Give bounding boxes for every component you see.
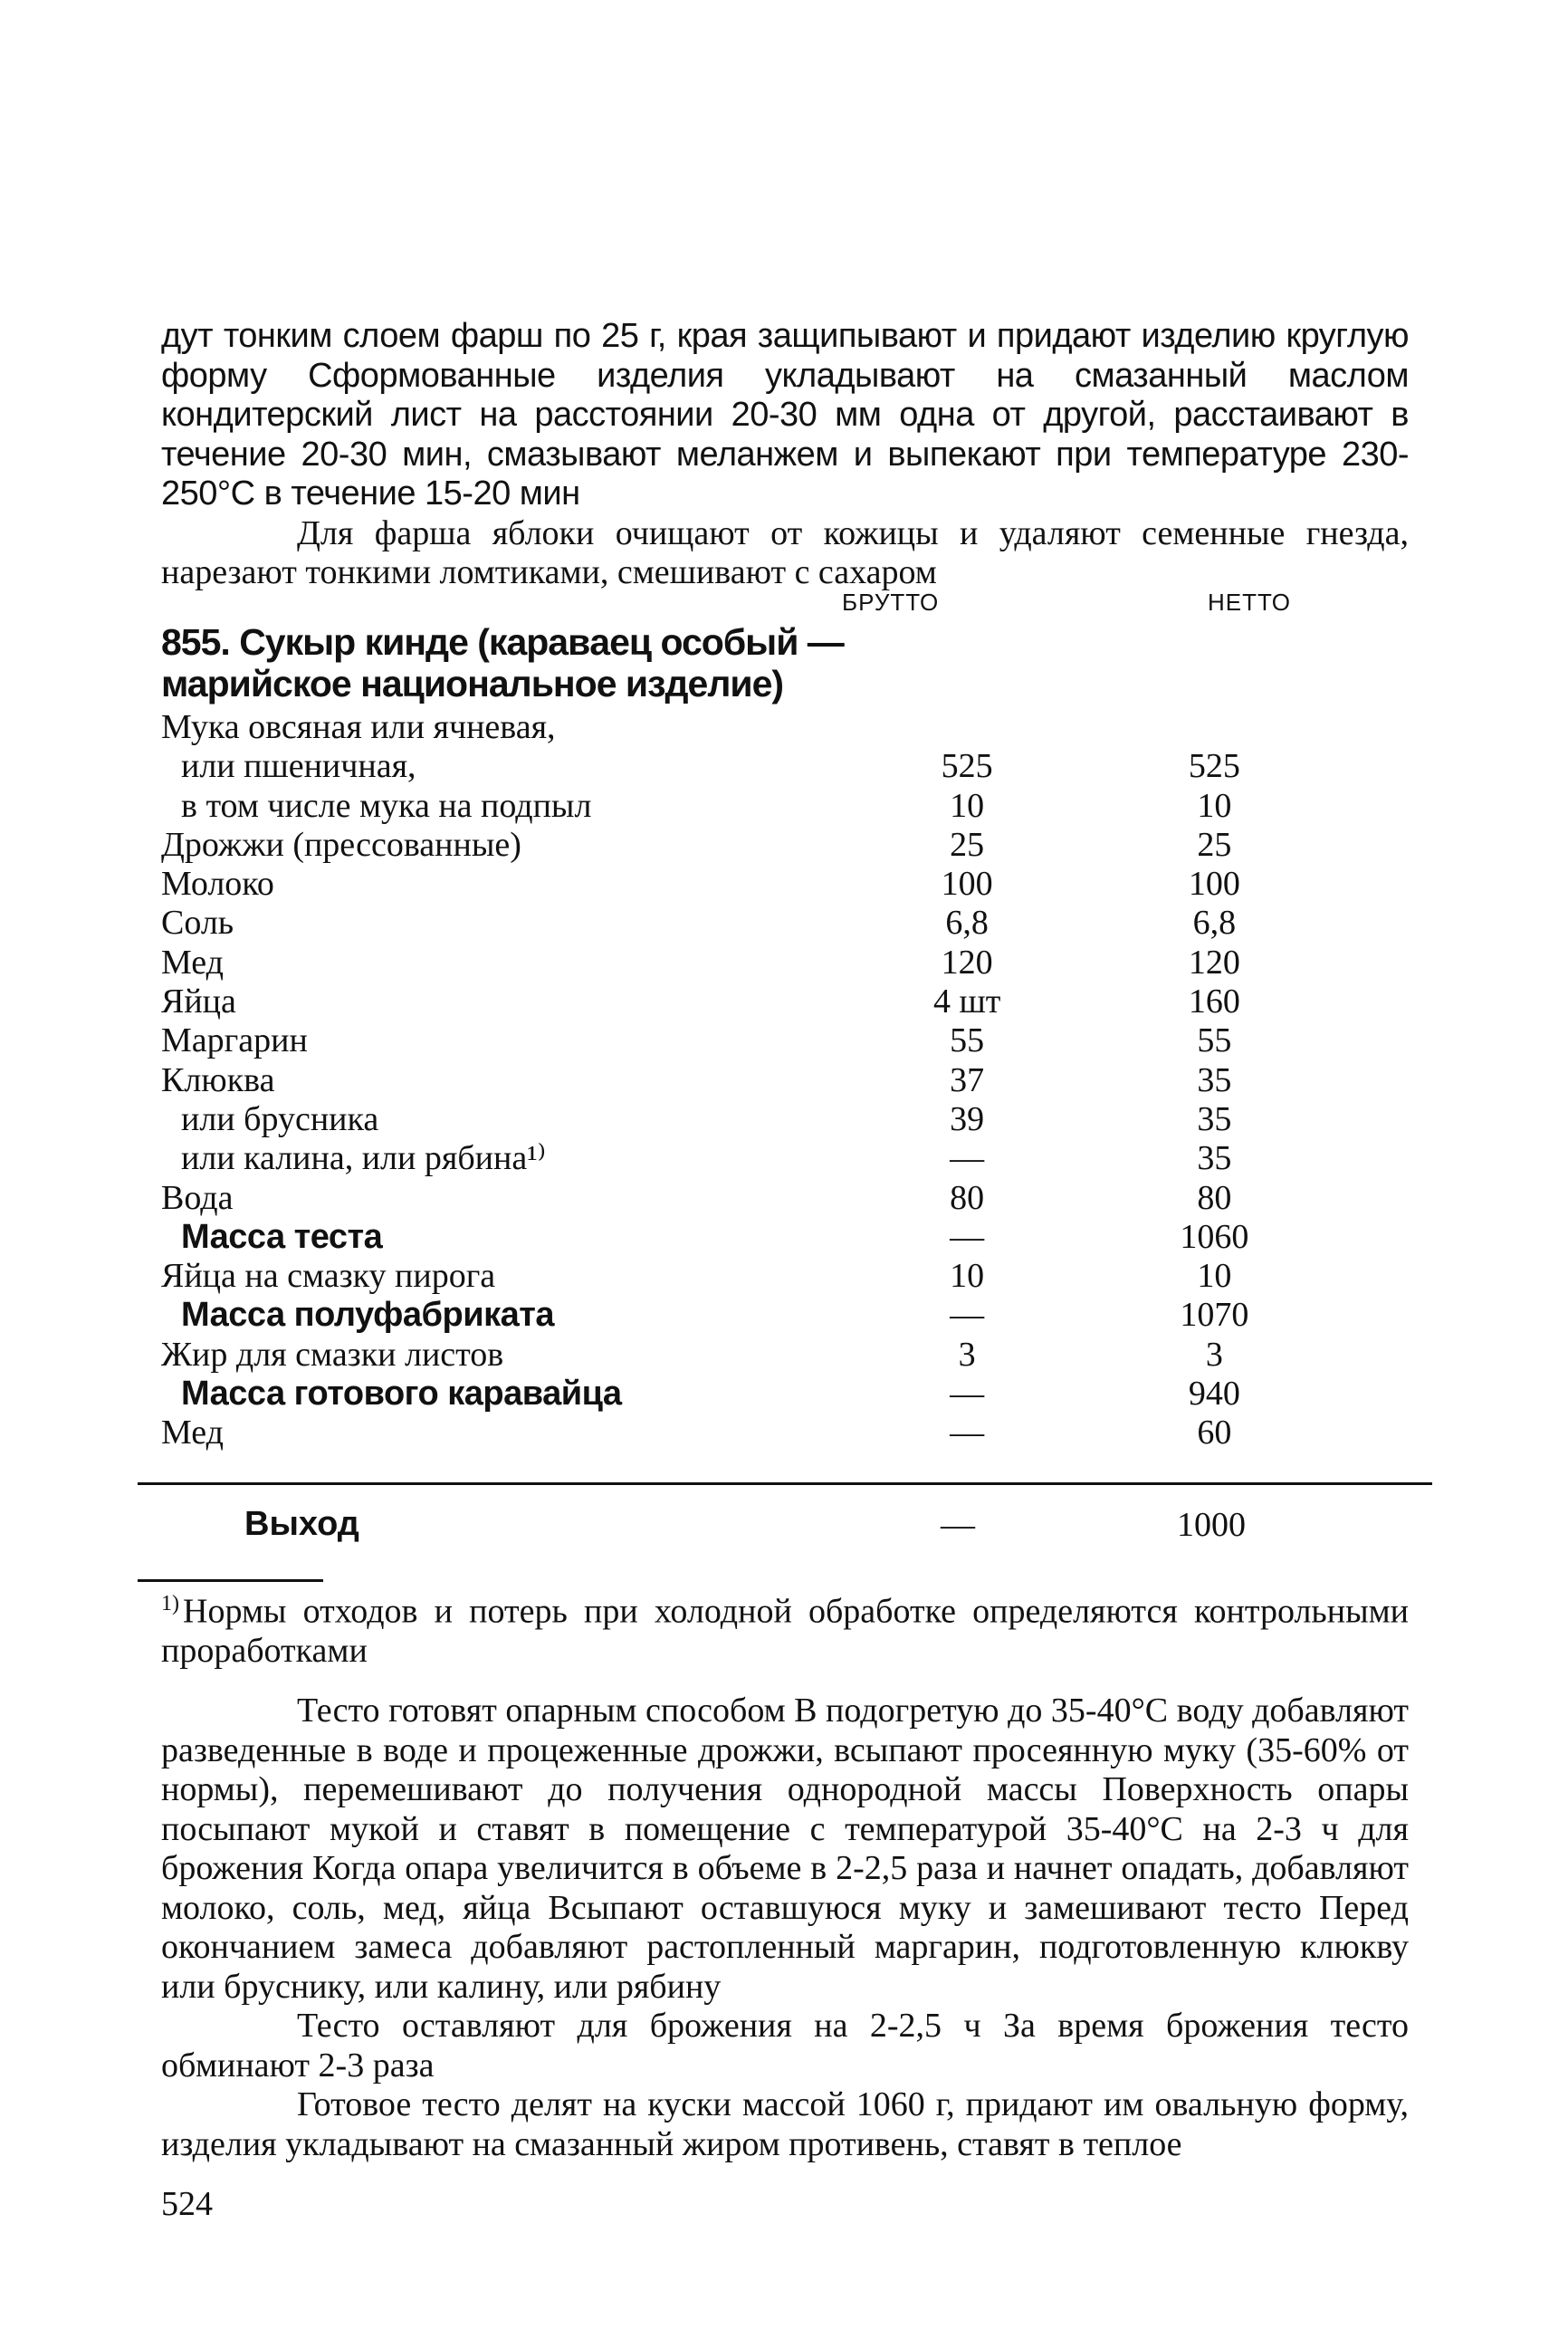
ingredient-row <box>161 787 1338 826</box>
ingredient-row <box>161 1100 1338 1139</box>
yield-netto: 1000 <box>1177 1506 1246 1544</box>
method-paragraph-2: Тесто оставляют для брожения на 2-2,5 ч За время брожения тесто обминают 2-3 раза <box>161 2007 1409 2085</box>
ingredient-brutto: 55 <box>950 1021 985 1060</box>
ingredient-row <box>161 1061 1338 1100</box>
ingredient-name: Дрожжи (прессованные) <box>161 825 521 864</box>
ingredient-brutto: 6,8 <box>945 904 989 943</box>
footnote-text: Нормы отходов и потерь при холодной обработке определяются контрольными проработками <box>161 1592 1409 1671</box>
ingredient-name: Мед <box>161 943 224 982</box>
ingredient-netto: 80 <box>1197 1178 1232 1217</box>
ingredient-netto: 940 <box>1188 1375 1240 1414</box>
ingredient-name: Масса полуфабриката <box>181 1296 554 1335</box>
ingredient-name: Клюква <box>161 1060 275 1099</box>
ingredient-brutto: 25 <box>950 825 985 864</box>
ingredient-row <box>161 1179 1338 1218</box>
yield-row <box>161 1505 1338 1545</box>
ingredient-row <box>161 944 1338 982</box>
ingredient-row <box>161 747 1338 786</box>
ingredient-netto: 10 <box>1197 786 1232 825</box>
method-text-block <box>161 1692 1409 2164</box>
ingredient-netto <box>1091 708 1338 747</box>
continued-paragraph: дут тонким слоем фарш по 25 г, края защипывают и придают изделию круглую форму Сформованные изделия укладывают на смазанный маслом кондитерский лист на расстоянии 20-30 мм одна от другой, расстаивают в течение 20-30 мин, смазывают меланжем и выпекают при температуре 230-250°С в течение 15-20 мин <box>161 317 1409 513</box>
ingredient-name: Яйца на смазку пирога <box>161 1257 496 1296</box>
ingredient-netto: 120 <box>1188 943 1240 982</box>
ingredient-name: Вода <box>161 1178 234 1217</box>
yield-brutto: — <box>941 1506 975 1544</box>
footnote-marker: 1) <box>161 1592 179 1615</box>
ingredient-row <box>161 1296 1338 1335</box>
ingredient-netto: 1070 <box>1180 1296 1249 1335</box>
ingredient-name: или калина, или рябина¹⁾ <box>181 1139 546 1178</box>
ingredient-name: или брусника <box>181 1099 379 1138</box>
ingredient-brutto: 39 <box>950 1099 985 1138</box>
method-paragraph-3: Готовое тесто делят на куски массой 1060 г, придают им овальную форму, изделия укладывают на смазанный жиром противень, ставят в теплое <box>161 2085 1409 2163</box>
ingredient-name: Масса теста <box>181 1217 383 1256</box>
ingredient-brutto: — <box>950 1375 985 1414</box>
footnote-rule <box>138 1579 323 1582</box>
ingredient-row <box>161 708 1338 747</box>
ingredient-name: Мука овсяная или ячневая, <box>161 708 556 746</box>
ingredient-brutto: 37 <box>950 1060 985 1099</box>
ingredient-row <box>161 826 1338 865</box>
ingredient-netto: 160 <box>1188 982 1240 1021</box>
yield-label: Выход <box>244 1505 359 1543</box>
ingredient-name: в том числе мука на подпыл <box>181 786 592 825</box>
table-bottom-rule <box>138 1482 1432 1485</box>
column-header-netto: НЕТТО <box>1208 589 1291 616</box>
ingredient-brutto <box>844 708 1091 747</box>
ingredient-brutto: 3 <box>958 1335 976 1374</box>
ingredients-table <box>161 708 1338 1453</box>
ingredient-row <box>161 1414 1338 1452</box>
ingredient-row <box>161 982 1338 1021</box>
ingredient-netto: 35 <box>1197 1099 1232 1138</box>
ingredient-netto: 60 <box>1197 1414 1232 1452</box>
ingredient-netto: 10 <box>1197 1257 1232 1296</box>
top-text-block <box>161 317 1409 593</box>
ingredient-row <box>161 1375 1338 1414</box>
ingredient-row <box>161 1336 1338 1375</box>
ingredient-name: или пшеничная, <box>181 747 416 786</box>
ingredient-netto: 6,8 <box>1192 904 1237 943</box>
ingredient-brutto: — <box>950 1139 985 1178</box>
ingredient-name: Мед <box>161 1414 224 1452</box>
ingredient-brutto: 100 <box>941 865 993 904</box>
page-number: 524 <box>161 2185 213 2223</box>
ingredient-brutto: 120 <box>941 943 993 982</box>
ingredient-row <box>161 1218 1338 1257</box>
ingredient-brutto: 10 <box>950 1257 985 1296</box>
ingredient-brutto: — <box>950 1414 985 1452</box>
ingredient-netto: 35 <box>1197 1060 1232 1099</box>
ingredient-name: Соль <box>161 904 234 943</box>
ingredient-netto: 25 <box>1197 825 1232 864</box>
ingredient-name: Яйца <box>161 982 236 1021</box>
ingredient-netto: 35 <box>1197 1139 1232 1178</box>
ingredient-name: Масса готового каравайца <box>181 1375 622 1414</box>
ingredient-name: Жир для смазки листов <box>161 1335 504 1374</box>
ingredient-netto: 100 <box>1188 865 1240 904</box>
ingredient-name: Молоко <box>161 865 274 904</box>
ingredient-netto: 3 <box>1205 1335 1223 1374</box>
method-paragraph-1: Тесто готовят опарным способом В подогретую до 35-40°С воду добавляют разведенные в воде и процеженные дрожжи, всыпают просеянную муку (35-60% от нормы), перемешивают до получения однородной массы Поверхность опары посыпают мукой и ставят в помещение с температурой 35-40°С на 2-3 ч для брожения Когда опара увеличится в объеме в 2-2,5 раза и начнет опадать, добавляют молоко, соль, мед, яйца Всыпают оставшуюся муку и замешивают тесто Перед окончанием замеса добавляют растопленный маргарин, подготовленную клюкву или бруснику, или калину, или рябину <box>161 1692 1409 2006</box>
ingredient-row <box>161 865 1338 904</box>
ingredient-brutto: — <box>950 1217 985 1256</box>
ingredient-row <box>161 904 1338 943</box>
ingredient-brutto: — <box>950 1296 985 1335</box>
ingredient-netto: 55 <box>1197 1021 1232 1060</box>
ingredient-brutto: 10 <box>950 786 985 825</box>
ingredient-brutto: 4 шт <box>932 982 1001 1021</box>
filling-paragraph: Для фарша яблоки очищают от кожицы и удаляют семенные гнезда, нарезают тонкими ломтиками, смешивают с сахаром <box>161 513 1409 591</box>
ingredient-row <box>161 1257 1338 1296</box>
ingredient-row <box>161 1021 1338 1060</box>
ingredient-name: Маргарин <box>161 1021 308 1060</box>
ingredient-netto: 1060 <box>1180 1217 1249 1256</box>
ingredient-netto: 525 <box>1188 747 1240 786</box>
ingredient-row <box>161 1139 1338 1178</box>
ingredient-brutto: 80 <box>950 1178 985 1217</box>
footnote <box>161 1585 1409 1672</box>
column-header-brutto: БРУТТО <box>842 589 940 616</box>
ingredient-brutto: 525 <box>941 747 993 786</box>
recipe-title: 855. Сукыр кинде (каравaец особый — марийское национальное изделие) <box>161 621 844 704</box>
